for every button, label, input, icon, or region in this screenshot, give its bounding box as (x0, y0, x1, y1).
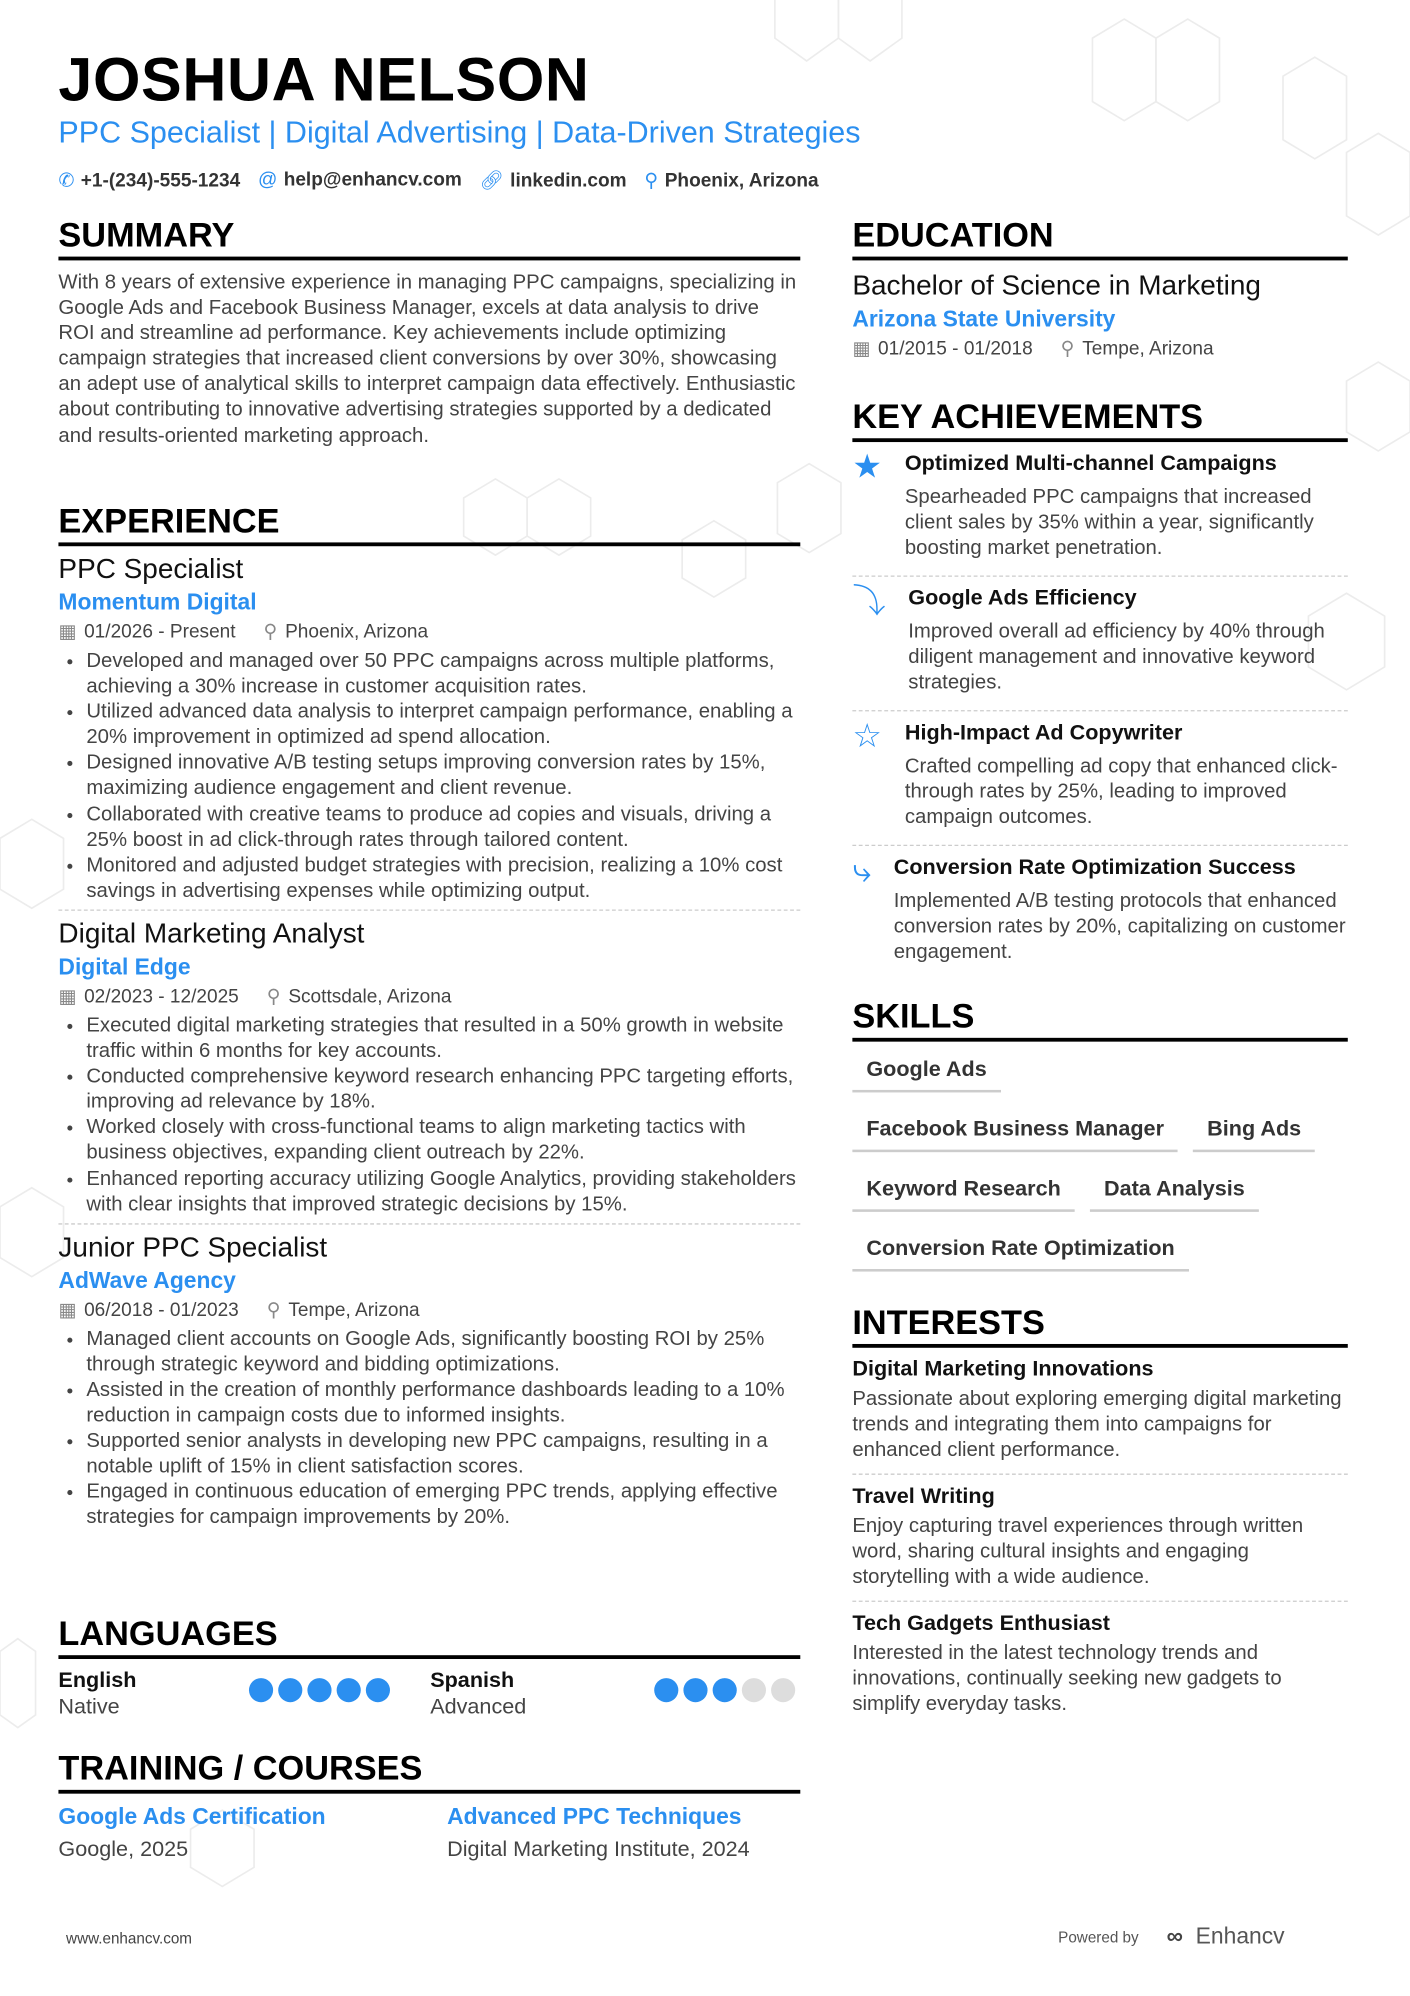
interest-text: Enjoy capturing travel experiences through written word, sharing cultural insights and engaging storytelling with a wide audience. (852, 1515, 1304, 1589)
location-pin-icon: ⚲ (644, 170, 659, 192)
job-entry (58, 911, 800, 1224)
bullet-item: • Designed innovative A/B testing setups improving conversion rates by 15%, maximizing audience engagement and client revenue. (86, 751, 800, 802)
interest-item (852, 1482, 1347, 1601)
course-name: Advanced PPC Techniques (447, 1803, 742, 1830)
achievement-title: Optimized Multi-channel Campaigns (904, 450, 1277, 476)
rating-dot (683, 1678, 707, 1702)
language-rating (654, 1678, 800, 1708)
headline: PPC Specialist | Digital Advertising | Data-Driven Strategies (58, 115, 861, 150)
calendar-icon: ▦ (58, 621, 77, 643)
location-text: Tempe, Arizona (1082, 337, 1214, 360)
achievement-text: Implemented A/B testing protocols that enhanced conversion rates by 20%, capitalizing on customer engagement. (893, 890, 1346, 964)
job-location (264, 619, 429, 647)
skills-row (852, 1176, 1347, 1236)
school: Arizona State University (852, 306, 1116, 332)
course-detail: Digital Marketing Institute, 2024 (447, 1836, 750, 1861)
bullet-item: • Utilized advanced data analysis to interpret campaign performance, enabling a 20% improvement in optimized ad spend allocation. (86, 700, 800, 751)
job-entry (58, 546, 800, 910)
rating-dot (713, 1678, 737, 1702)
skill-tag: Google Ads (852, 1057, 1000, 1093)
rating-dot (278, 1678, 302, 1702)
dates-text: 01/2015 - 01/2018 (878, 337, 1033, 360)
contact-linkedin[interactable] (480, 169, 627, 192)
location-pin-icon: ⚲ (266, 985, 281, 1008)
powered-by-text: Powered by (1058, 1927, 1139, 1946)
skill-tag: Facebook Business Manager (852, 1117, 1178, 1153)
section-title: KEY ACHIEVEMENTS (852, 396, 1347, 442)
candidate-name: JOSHUA NELSON (58, 47, 590, 115)
job-location (267, 983, 452, 1011)
rating-dot (771, 1678, 795, 1702)
at-icon: @ (257, 168, 278, 191)
bullet-item: • Collaborated with creative teams to produce ad copies and visuals, driving a 25% boost in ad click-through rates through tailored content. (86, 802, 800, 853)
achievement-text: Spearheaded PPC campaigns that increased client sales by 35% within a year, significantly boosting market penetration. (904, 486, 1314, 560)
language-item (58, 1667, 430, 1720)
dates-text: 02/2023 - 12/2025 (84, 985, 239, 1008)
achievement-title: High-Impact Ad Copywriter (904, 720, 1183, 745)
skill-tag: Keyword Research (852, 1176, 1074, 1212)
rating-dot (336, 1678, 360, 1702)
degree: Bachelor of Science in Marketing (852, 269, 1261, 302)
job-location (267, 1297, 420, 1325)
location-text: Phoenix, Arizona (664, 170, 819, 192)
bullet-item: • Executed digital marketing strategies that resulted in a 50% growth in website traffic within 6 months for key accounts. (86, 1014, 800, 1065)
section-title: TRAINING / COURSES (58, 1748, 800, 1794)
contact-phone[interactable] (58, 169, 240, 192)
achievements-section (852, 396, 1347, 979)
bullet-item: • Monitored and adjusted budget strategies with precision, realizing a 10% cost savings in advertising expenses while optimizing output. (86, 853, 800, 904)
experience-section (58, 500, 800, 1536)
achievement-item (852, 577, 1347, 712)
bullet-item: • Managed client accounts on Google Ads, significantly boosting ROI by 25% through strategic keyword and bidding optimizations. (86, 1327, 800, 1378)
rating-dot (742, 1678, 766, 1702)
interest-text: Passionate about exploring emerging digital marketing trends and integrating them into campaigns for enhanced client performance. (852, 1388, 1342, 1462)
location-pin-icon: ⚲ (266, 1299, 281, 1321)
languages-section (58, 1613, 800, 1720)
footer-url[interactable]: www.enhancv.com (66, 1929, 193, 1948)
job-entry (58, 1224, 800, 1536)
education-location (1061, 335, 1214, 363)
powered-by (1058, 1923, 1284, 1950)
phone-icon: ✆ (58, 170, 75, 192)
rating-dot (654, 1678, 678, 1702)
skill-tag: Data Analysis (1090, 1176, 1259, 1212)
section-title: EDUCATION (852, 215, 1347, 261)
job-title: Junior PPC Specialist (58, 1230, 328, 1263)
bullet-item: • Engaged in continuous education of emerging PPC trends, applying effective strategies for campaign improvements by 20%. (86, 1480, 800, 1531)
contact-location (644, 169, 818, 192)
bullet-item: • Developed and managed over 50 PPC campaigns across multiple platforms, achieving a 30% increase in customer acquisition rates. (86, 649, 800, 700)
achievement-title: Google Ads Efficiency (908, 585, 1137, 610)
interest-title: Travel Writing (852, 1483, 995, 1508)
calendar-icon: ▦ (852, 337, 871, 360)
rating-dot (307, 1678, 331, 1702)
enhancv-logo-icon: ∞ (1166, 1923, 1183, 1949)
interest-item (852, 1355, 1347, 1474)
job-title: PPC Specialist (58, 552, 244, 585)
skill-tag: Conversion Rate Optimization (852, 1236, 1188, 1272)
location-pin-icon: ⚲ (1060, 337, 1075, 360)
achievement-title: Conversion Rate Optimization Success (893, 854, 1296, 880)
rating-dot (249, 1678, 273, 1702)
language-level: Advanced (430, 1694, 527, 1719)
job-bullets (58, 649, 800, 904)
section-title: SUMMARY (58, 215, 800, 261)
contact-email[interactable] (258, 169, 462, 192)
language-name: English (58, 1667, 137, 1693)
bullet-item: • Supported senior analysts in developing new PPC campaigns, resulting in a notable uplift of 15% in client satisfaction scores. (86, 1429, 800, 1480)
location-text: Phoenix, Arizona (285, 621, 429, 643)
achievement-text: Crafted compelling ad copy that enhanced click-through rates by 25%, leading to improved campaign outcomes. (904, 755, 1338, 829)
course-item (58, 1801, 447, 1862)
star-half-icon: ★ (852, 447, 882, 486)
brand-name: Enhancv (1195, 1923, 1285, 1949)
location-pin-icon: ⚲ (263, 621, 278, 643)
section-title: EXPERIENCE (58, 500, 800, 546)
education-dates (852, 335, 1032, 363)
section-title: INTERESTS (852, 1302, 1347, 1348)
job-bullets (58, 1014, 800, 1218)
language-level: Native (58, 1694, 120, 1719)
bullet-item: • Conducted comprehensive keyword research enhancing PPC targeting efforts, improving ad relevance by 18%. (86, 1065, 800, 1116)
calendar-icon: ▦ (58, 985, 77, 1008)
lightning-icon: ⤵ (852, 581, 886, 620)
contact-info (58, 169, 818, 192)
education-section (852, 215, 1347, 364)
section-title: LANGUAGES (58, 1613, 800, 1659)
skills-section (852, 996, 1347, 1296)
language-name: Spanish (430, 1667, 515, 1693)
course-detail: Google, 2025 (58, 1836, 189, 1861)
interests-section (852, 1302, 1347, 1731)
job-bullets (58, 1327, 800, 1531)
achievement-text: Improved overall ad efficiency by 40% through diligent management and innovative keyword strategies. (908, 621, 1325, 694)
company-name: AdWave Agency (58, 1267, 236, 1293)
bullet-item: • Worked closely with cross-functional teams to align marketing tactics with business objectives, expanding client outreach by 22%. (86, 1116, 800, 1167)
skills-row (852, 1236, 1347, 1296)
interest-item (852, 1609, 1347, 1723)
phone-text: +1-(234)-555-1234 (80, 170, 241, 192)
link-icon: 🔗︎ (479, 170, 504, 192)
bullet-item: • Enhanced reporting accuracy utilizing Google Analytics, providing stakeholders with clear insights that improved strategic decisions by 15%. (86, 1167, 800, 1218)
section-title: SKILLS (852, 996, 1347, 1042)
company-name: Digital Edge (58, 953, 191, 980)
bullet-item: • Assisted in the creation of monthly performance dashboards leading to a 10% reduction in campaign costs due to informed insights. (86, 1378, 800, 1429)
company-name: Momentum Digital (58, 589, 257, 615)
language-item (430, 1667, 800, 1720)
interest-title: Tech Gadgets Enthusiast (852, 1610, 1110, 1635)
course-name: Google Ads Certification (58, 1803, 326, 1830)
star-outline-icon: ☆ (852, 716, 882, 755)
interest-text: Interested in the latest technology trends and innovations, continually seeking new gadgets to simplify everyday tasks. (852, 1642, 1282, 1716)
location-text: Tempe, Arizona (288, 1299, 420, 1321)
achievement-item (852, 442, 1347, 577)
interest-title: Digital Marketing Innovations (852, 1356, 1154, 1381)
summary-text: With 8 years of extensive experience in managing PPC campaigns, specializing in Google Ads and Facebook Business Manager, excels at data analysis to drive ROI and streamline ad performance. Key achievements include optimizing campaign strategies that increased client conversions by over 30%, showcasing an adept use of analytical skills to interpret campaign data effectively. Enthusiastic about contributing to innovative advertising strategies supported by a dedicated and results-oriented marketing approach. (58, 271, 797, 447)
summary-section (58, 215, 800, 450)
dates-text: 01/2026 - Present (84, 621, 236, 643)
rating-dot (365, 1678, 389, 1702)
linkedin-text: linkedin.com (510, 170, 627, 192)
job-dates (58, 1297, 238, 1325)
skill-tag: Bing Ads (1193, 1117, 1315, 1153)
achievement-item (852, 846, 1347, 979)
email-text: help@enhancv.com (283, 168, 462, 191)
skills-row (852, 1057, 1347, 1117)
strategy-icon: ⤷ (852, 851, 871, 890)
training-section (58, 1748, 800, 1862)
calendar-icon: ▦ (58, 1299, 77, 1321)
course-item (447, 1801, 749, 1862)
job-dates (58, 619, 235, 647)
language-rating (249, 1678, 395, 1708)
job-dates (58, 983, 238, 1011)
location-text: Scottsdale, Arizona (288, 985, 452, 1008)
job-title: Digital Marketing Analyst (58, 917, 365, 949)
achievement-item (852, 711, 1347, 846)
skills-row (852, 1117, 1347, 1177)
dates-text: 06/2018 - 01/2023 (84, 1299, 239, 1321)
